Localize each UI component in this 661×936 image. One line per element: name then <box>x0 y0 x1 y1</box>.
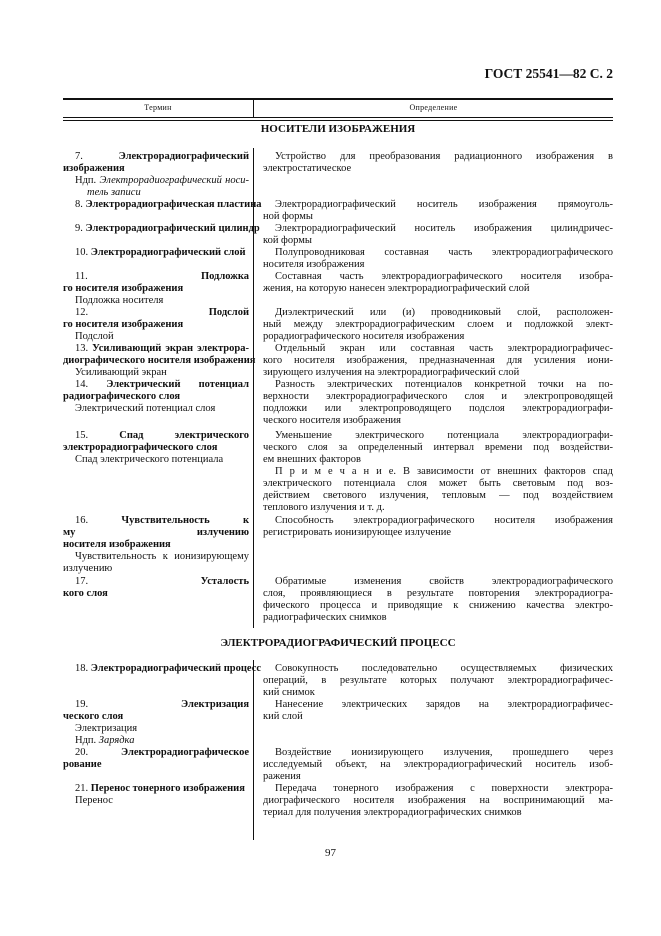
term-line <box>63 355 256 367</box>
term-text: кого слоя <box>63 588 108 599</box>
term-line <box>63 527 249 539</box>
definition-line: радиографических снимков <box>263 612 387 623</box>
term-number: 7. <box>75 151 83 162</box>
definition-line: операций, в результате которых получают электрорадиографичес- <box>263 675 613 686</box>
term-text: Электрорадиографический процесс <box>90 663 262 674</box>
synonym-text: Подслой <box>75 331 114 342</box>
header-rule-2 <box>63 120 613 121</box>
synonym-text: Перенос <box>75 795 113 806</box>
term-cell <box>63 515 249 575</box>
term-text: го носителя изображения <box>63 283 184 294</box>
term-text: диографического носителя изображения <box>63 355 256 366</box>
synonym-line <box>63 175 249 187</box>
term-number: 13. <box>75 343 89 354</box>
definition-line: фического процесса и приводящие к снижению качества электро- <box>263 600 613 611</box>
term-number: 10. <box>75 247 89 258</box>
term-line <box>63 319 249 331</box>
definition-line: Нанесение электрических зарядов на электрорадиографичес- <box>275 699 613 710</box>
definition-cell <box>263 663 613 699</box>
definition-line: кого носителя изображения, предназначенная для усиления иони- <box>263 355 613 366</box>
term-line <box>63 576 249 588</box>
definition-line: ражения <box>263 771 301 782</box>
definition-line: диографического носителя изображения на воспринимающий ма- <box>263 795 613 806</box>
definition-line: Устройство для преобразования радиационного изображения в <box>275 151 613 162</box>
term-text: носителя изображения <box>63 539 171 550</box>
definition-line: подложки или электропроводящего подслоя электрорадиографи- <box>263 403 613 414</box>
term-line <box>63 307 249 319</box>
term-line <box>63 151 249 163</box>
definition-line: ной формы <box>263 211 313 222</box>
term-cell <box>63 271 249 307</box>
synonym-text: Усиливающий экран <box>75 367 167 378</box>
definition-line: Электрорадиографический носитель изображения прямоуголь- <box>275 199 613 210</box>
definition-line: Совокупность последовательно осуществляемых физических <box>275 663 613 674</box>
synonym-line <box>63 367 249 379</box>
term-number: 11. <box>75 271 88 282</box>
term-line <box>63 343 249 355</box>
definition-cell <box>263 576 613 624</box>
deprecated-term: Электрорадиографический носи- <box>99 175 249 186</box>
section-title-carriers: НОСИТЕЛИ ИЗОБРАЖЕНИЯ <box>260 123 416 135</box>
deprecated-term: Зарядка <box>98 735 135 746</box>
term-line <box>63 747 249 759</box>
note-line: действием светового излучения, тепловым — под воздействием <box>263 490 613 501</box>
definition-cell <box>263 307 613 343</box>
term-text: Электрорадиографический слой <box>90 247 246 258</box>
term-number: 12. <box>75 307 89 318</box>
term-line <box>63 783 249 795</box>
page-number: 97 <box>325 847 336 859</box>
term-line <box>63 163 249 175</box>
term-line <box>63 515 249 527</box>
definition-line: Составная часть электрорадиографического носителя изобра- <box>275 271 613 282</box>
synonym-line <box>63 735 249 747</box>
term-cell <box>63 247 249 259</box>
definition-cell <box>263 430 613 514</box>
definition-cell <box>263 379 613 427</box>
term-text: Электрорадиографический <box>118 151 249 162</box>
definition-line: верхности электрорадиографического слоя и электропроводящей <box>263 391 613 402</box>
term-number: 15. <box>75 430 89 441</box>
term-number: 8. <box>75 199 83 210</box>
column-divider-section-2 <box>253 660 254 840</box>
synonym-text: Подложка носителя <box>75 295 164 306</box>
term-text: Электрический потенциал <box>106 379 249 390</box>
section-title-process: ЭЛЕКТРОРАДИОГРАФИЧЕСКИЙ ПРОЦЕСС <box>220 637 456 649</box>
synonym-line <box>63 454 249 466</box>
definition-line: ческого слоя за определенный интервал времени под воздействи- <box>263 442 613 453</box>
definition-cell <box>263 199 613 223</box>
term-cell <box>63 699 249 747</box>
synonym-label: Ндп. <box>75 735 99 746</box>
term-line <box>63 663 262 675</box>
term-line <box>63 759 249 771</box>
term-text: электрорадиографического слоя <box>63 442 218 453</box>
definition-cell <box>263 783 613 819</box>
term-text: Усиливающий экран электрора- <box>92 343 249 354</box>
definition-line: электростатическое <box>263 163 352 174</box>
term-line <box>63 699 249 711</box>
term-cell <box>63 663 262 675</box>
document-reference: ГОСТ 25541—82 С. 2 <box>484 66 613 81</box>
definition-cell <box>263 515 613 539</box>
header-rule-1 <box>63 117 613 118</box>
definition-line: Электрорадиографический носитель изображения цилиндричес- <box>275 223 613 234</box>
term-text: Электризация <box>180 699 249 710</box>
definition-line: Способность электрорадиографического носителя изображения <box>275 515 613 526</box>
term-text: Перенос тонерного изображения <box>90 783 245 794</box>
synonym-line <box>63 187 249 199</box>
note-line: П р и м е ч а н и е. В зависимости от внешних факторов спад <box>275 466 613 477</box>
table-top-rule <box>63 98 613 100</box>
definition-line: рорадиографического носителя изображения <box>263 331 465 342</box>
term-text: му излучению <box>63 527 249 538</box>
term-line <box>63 539 249 551</box>
definition-line: регистрировать ионизирующее излучение <box>263 527 452 538</box>
term-line <box>63 588 249 600</box>
synonym-text: Электрический потенциал слоя <box>75 403 216 414</box>
term-number: 14. <box>75 379 89 390</box>
definition-line: жения, на которую нанесен электрорадиографический слой <box>263 283 530 294</box>
definition-cell <box>263 247 613 271</box>
definition-line: ем внешних факторов <box>263 454 361 465</box>
synonym-line <box>63 795 249 807</box>
term-number: 20. <box>75 747 89 758</box>
term-cell <box>63 151 249 199</box>
term-line <box>63 391 249 403</box>
synonym-line <box>63 403 249 415</box>
term-number: 9. <box>75 223 83 234</box>
term-cell <box>63 223 260 235</box>
term-text: ческого слоя <box>63 711 124 722</box>
term-number: 19. <box>75 699 89 710</box>
term-text: рование <box>63 759 102 770</box>
deprecated-term: тель записи <box>87 187 141 198</box>
synonym-line <box>63 331 249 343</box>
definition-line: териал для получения электрорадиографических снимков <box>263 807 522 818</box>
term-line <box>63 430 249 442</box>
definition-line: носителя изображения <box>263 259 365 270</box>
term-line <box>63 711 249 723</box>
synonym-text: Чувствительность к ионизирующему <box>75 551 249 562</box>
term-text: Электрорадиографический цилиндр <box>85 223 260 234</box>
definition-line: Разность электрических потенциалов конкретной точки на по- <box>275 379 613 390</box>
term-number: 16. <box>75 515 89 526</box>
term-line <box>63 223 260 235</box>
definition-line: Обратимые изменения свойств электрорадиографического <box>275 576 613 587</box>
term-cell <box>63 199 262 211</box>
definition-cell <box>263 343 613 379</box>
term-cell <box>63 379 249 415</box>
term-number: 21. <box>75 783 89 794</box>
term-text: Подслой <box>208 307 249 318</box>
synonym-text: излучению <box>63 563 113 574</box>
term-text: Электрорадиографическая пластина <box>85 199 262 210</box>
definition-line: Диэлектрический или (и) проводниковый слой, расположен- <box>275 307 613 318</box>
definition-line: Полупроводниковая составная часть электрорадиографического <box>275 247 613 258</box>
term-cell <box>63 747 249 771</box>
term-cell <box>63 307 249 343</box>
term-line <box>63 379 249 391</box>
definition-line: Передача тонерного изображения с поверхности электрора- <box>275 783 613 794</box>
synonym-line <box>63 723 249 735</box>
column-divider-section-1 <box>253 148 254 628</box>
note-line: электрического потенциала слоя может быть световым под воз- <box>263 478 613 489</box>
term-text: го носителя изображения <box>63 319 184 330</box>
definition-cell <box>263 223 613 247</box>
definition-line: Воздействие ионизирующего излучения, прошедшего через <box>275 747 613 758</box>
term-line <box>63 199 262 211</box>
note-line: теплового излучения и т. д. <box>263 502 385 513</box>
synonym-text: Спад электрического потенциала <box>75 454 224 465</box>
term-text: Чувствительность к <box>121 515 249 526</box>
term-cell <box>63 430 249 466</box>
term-cell <box>63 783 249 807</box>
definition-line: Уменьшение электрического потенциала электрорадиографи- <box>275 430 613 441</box>
definition-cell <box>263 151 613 175</box>
definition-cell <box>263 699 613 723</box>
column-header-definition: Определение <box>409 103 458 112</box>
term-number: 18. <box>75 663 89 674</box>
definition-cell <box>263 271 613 295</box>
definition-line: слоя, проявляющиеся в результате повторения электрорадиогра- <box>263 588 613 599</box>
definition-line: ческого носителя изображения <box>263 415 402 426</box>
synonym-text: Электризация <box>75 723 138 734</box>
term-text: изображения <box>63 163 125 174</box>
synonym-line <box>63 563 249 575</box>
column-header-term: Термин <box>144 103 172 112</box>
term-text: Спад электрического <box>119 430 249 441</box>
term-text: Усталость <box>200 576 249 587</box>
term-cell <box>63 343 256 379</box>
definition-cell <box>263 747 613 783</box>
definition-line: ный между электрорадиографическим слоем и подложкой элект- <box>263 319 613 330</box>
term-line <box>63 271 249 283</box>
term-line <box>63 247 249 259</box>
definition-line: зирующего излучения на электрорадиографический слой <box>263 367 520 378</box>
term-text: Электрорадиографическое <box>120 747 249 758</box>
definition-line: кой формы <box>263 235 312 246</box>
synonym-line <box>63 551 249 563</box>
synonym-label: Ндп. <box>75 175 100 186</box>
term-number: 17. <box>75 576 89 587</box>
definition-line: кий слой <box>263 711 303 722</box>
synonym-line <box>63 295 249 307</box>
definition-line: исследуемый объект, на электрорадиографический носитель изоб- <box>263 759 613 770</box>
term-text: радиографического слоя <box>63 391 181 402</box>
term-line <box>63 442 249 454</box>
term-line <box>63 283 249 295</box>
term-cell <box>63 576 249 600</box>
definition-line: кий снимок <box>263 687 315 698</box>
definition-line: Отдельный экран или составная часть электрорадиографичес- <box>275 343 613 354</box>
term-text: Подложка <box>200 271 249 282</box>
